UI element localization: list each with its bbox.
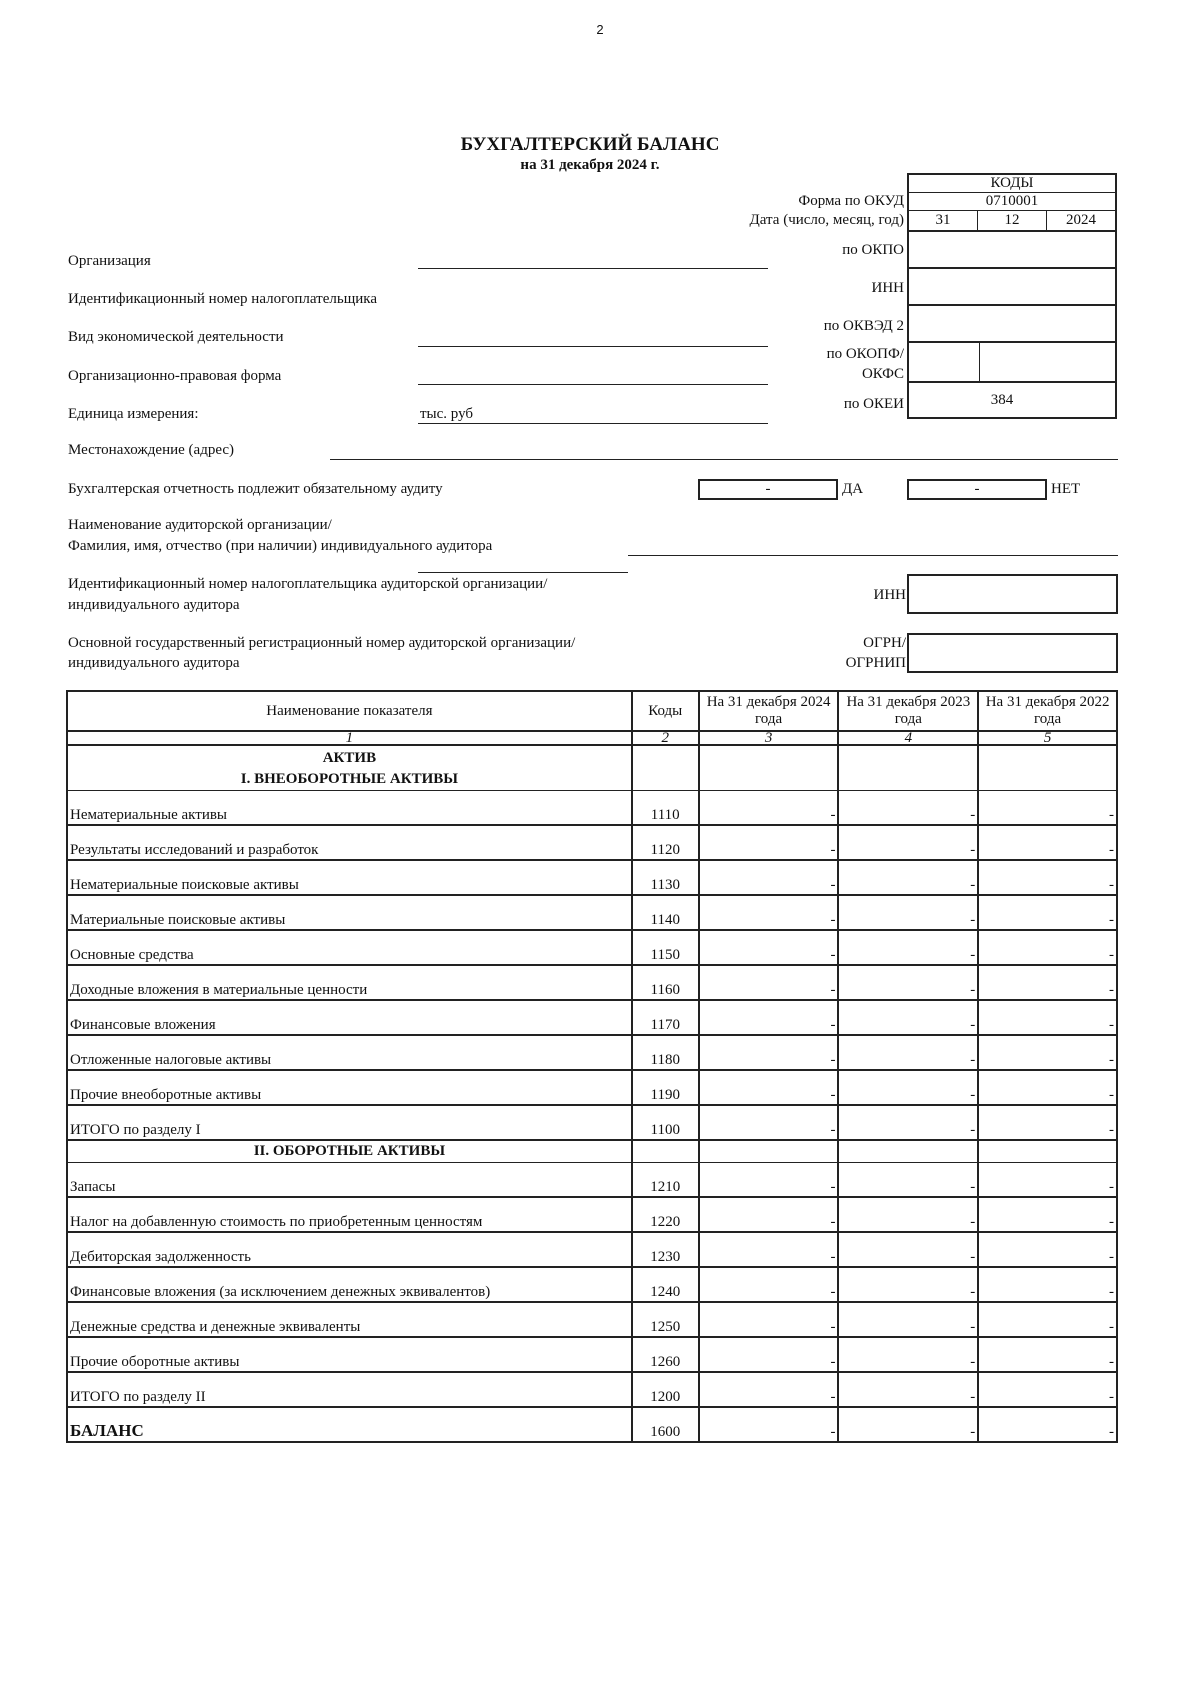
value-2022: -: [978, 1337, 1117, 1372]
row-name: Отложенные налоговые активы: [67, 1035, 632, 1070]
value-2023: -: [838, 1302, 978, 1337]
value-2022: -: [978, 1105, 1117, 1140]
table-row: [67, 1105, 1117, 1140]
row-code: 1220: [632, 1197, 699, 1232]
row-code: 1190: [632, 1070, 699, 1105]
value-2022: -: [978, 1232, 1117, 1267]
row-name: Денежные средства и денежные эквиваленты: [67, 1302, 632, 1337]
okud-label: Форма по ОКУД: [798, 193, 904, 209]
activity-line[interactable]: [418, 346, 768, 347]
table-row: [67, 965, 1117, 1000]
legal-form-line[interactable]: [418, 384, 768, 385]
section-heading: [67, 745, 632, 791]
okved-cell: [909, 306, 1115, 343]
table-row: [67, 1035, 1117, 1070]
legal-form-label: Организационно-правовая форма: [68, 368, 282, 384]
value-2023: -: [838, 1372, 978, 1407]
row-code: 1130: [632, 860, 699, 895]
okfs-label: ОКФС: [861, 366, 904, 382]
row-name: Запасы: [67, 1163, 632, 1198]
value-2024: -: [699, 1070, 839, 1105]
okud-code: 0710001: [909, 193, 1115, 211]
table-row: [67, 1232, 1117, 1267]
header-2022: На 31 декабря 2022 года: [978, 691, 1117, 731]
auditor-inn-code-label: ИНН: [873, 587, 906, 603]
inn-code-label: ИНН: [871, 280, 904, 296]
row-name: Материальные поисковые активы: [67, 895, 632, 930]
value-2024: -: [699, 1197, 839, 1232]
value-2022: -: [978, 1267, 1117, 1302]
auditor-ogrn-label-2: индивидуального аудитора: [68, 655, 240, 671]
row-name: Доходные вложения в материальные ценности: [67, 965, 632, 1000]
value-2024: -: [699, 1407, 839, 1442]
row-name: ИТОГО по разделу I: [67, 1105, 632, 1140]
section-1-title: I. ВНЕОБОРОТНЫЕ АКТИВЫ: [240, 771, 458, 787]
value-2024: -: [699, 791, 839, 826]
value-2022: -: [978, 1163, 1117, 1198]
audit-no-label: НЕТ: [1051, 481, 1081, 497]
table-row: [67, 825, 1117, 860]
row-code: 1600: [632, 1407, 699, 1442]
value-2023: -: [838, 1337, 978, 1372]
row-name: Нематериальные поисковые активы: [67, 860, 632, 895]
value-2022: -: [978, 860, 1117, 895]
value-2024: -: [699, 1105, 839, 1140]
row-code: 1260: [632, 1337, 699, 1372]
row-name: Налог на добавленную стоимость по приобретенным ценностям: [67, 1197, 632, 1232]
col-number-4: 4: [838, 731, 978, 745]
value-2022: -: [978, 1372, 1117, 1407]
row-code: 1150: [632, 930, 699, 965]
okved-label: по ОКВЭД 2: [823, 318, 904, 334]
value-2024: -: [699, 1337, 839, 1372]
row-code: 1160: [632, 965, 699, 1000]
value-2022: -: [978, 825, 1117, 860]
okei-code: 384: [990, 392, 1014, 408]
value-2023: -: [838, 1197, 978, 1232]
value-2022: -: [978, 1407, 1117, 1442]
value-2024: -: [699, 930, 839, 965]
row-code: 1140: [632, 895, 699, 930]
value-2023: -: [838, 895, 978, 930]
audit-label: Бухгалтерская отчетность подлежит обязательному аудиту: [68, 481, 443, 497]
table-row: [67, 791, 1117, 826]
row-code: 1200: [632, 1372, 699, 1407]
value-2024: -: [699, 860, 839, 895]
okpo-cell: [909, 232, 1115, 269]
unit-line: [418, 423, 768, 424]
row-name: Прочие внеоборотные активы: [67, 1070, 632, 1105]
value-2024: -: [699, 1267, 839, 1302]
okopf-cell: [909, 343, 1115, 383]
row-name: ИТОГО по разделу II: [67, 1372, 632, 1407]
row-name: Прочие оборотные активы: [67, 1337, 632, 1372]
row-name: Результаты исследований и разработок: [67, 825, 632, 860]
table-row: [67, 895, 1117, 930]
date-month: 12: [978, 211, 1047, 230]
value-2022: -: [978, 791, 1117, 826]
value-2022: -: [978, 1070, 1117, 1105]
value-2023: -: [838, 1035, 978, 1070]
value-2022: -: [978, 965, 1117, 1000]
value-2022: -: [978, 1197, 1117, 1232]
document-subtitle: на 31 декабря 2024 г.: [520, 157, 660, 173]
date-day: 31: [909, 211, 978, 230]
auditor-ogrn-label-1: Основной государственный регистрационный номер аудиторской организации/: [68, 635, 576, 651]
address-label: Местонахождение (адрес): [68, 442, 235, 458]
table-row: [67, 1267, 1117, 1302]
row-name: Дебиторская задолженность: [67, 1232, 632, 1267]
table-row: [67, 1197, 1117, 1232]
value-2023: -: [838, 791, 978, 826]
auditor-name-label-2: Фамилия, имя, отчество (при наличии) индивидуального аудитора: [68, 538, 493, 554]
row-name: Основные средства: [67, 930, 632, 965]
value-2024: -: [699, 965, 839, 1000]
col-number-5: 5: [978, 731, 1117, 745]
ogrn-label-2: ОГРНИП: [845, 655, 906, 671]
value-2024: -: [699, 1232, 839, 1267]
codes-header: КОДЫ: [909, 175, 1115, 193]
auditor-ogrn-box[interactable]: [907, 633, 1118, 673]
table-row: [67, 1163, 1117, 1198]
unit-value: тыс. руб: [420, 406, 474, 422]
row-name: Финансовые вложения: [67, 1000, 632, 1035]
okopf-label: по ОКОПФ/: [826, 346, 904, 362]
value-2022: -: [978, 895, 1117, 930]
ogrn-label-1: ОГРН/: [863, 635, 906, 651]
date-year: 2024: [1066, 212, 1096, 228]
balance-table: [66, 690, 1118, 1443]
auditor-inn-label-1: Идентификационный номер налогоплательщика аудиторской организации/: [68, 576, 548, 592]
value-2024: -: [699, 1163, 839, 1198]
col-number-2: 2: [632, 731, 699, 745]
row-code: 1230: [632, 1232, 699, 1267]
value-2023: -: [838, 1105, 978, 1140]
value-2023: -: [838, 860, 978, 895]
auditor-inn-label-2: индивидуального аудитора: [68, 597, 240, 613]
value-2024: -: [699, 825, 839, 860]
value-2022: -: [978, 1302, 1117, 1337]
date-cells: [909, 211, 1115, 232]
table-row: [67, 930, 1117, 965]
value-2024: -: [699, 1035, 839, 1070]
codes-table: [907, 173, 1117, 419]
table-row: [67, 1302, 1117, 1337]
address-line[interactable]: [330, 459, 1118, 460]
table-row: [67, 1000, 1117, 1035]
table-row: [67, 1337, 1117, 1372]
date-label: Дата (число, месяц, год): [749, 212, 904, 228]
org-line[interactable]: [418, 268, 768, 269]
value-2023: -: [838, 1163, 978, 1198]
table-row: [67, 1070, 1117, 1105]
row-name: Нематериальные активы: [67, 791, 632, 826]
value-2023: -: [838, 1000, 978, 1035]
row-code: 1180: [632, 1035, 699, 1070]
row-code: 1170: [632, 1000, 699, 1035]
table-row: [67, 1407, 1117, 1442]
header-2023: На 31 декабря 2023 года: [838, 691, 978, 731]
header-name: Наименование показателя: [67, 691, 632, 731]
value-2022: -: [978, 930, 1117, 965]
document-title: БУХГАЛТЕРСКИЙ БАЛАНС: [460, 134, 720, 155]
auditor-inn-line: [418, 572, 628, 573]
audit-yes-box[interactable]: -: [698, 479, 838, 500]
value-2023: -: [838, 1267, 978, 1302]
auditor-inn-box[interactable]: [907, 574, 1118, 614]
org-label: Организация: [68, 253, 151, 269]
value-2023: -: [838, 1232, 978, 1267]
row-code: 1210: [632, 1163, 699, 1198]
page-number: 2: [596, 22, 604, 37]
value-2023: -: [838, 1070, 978, 1105]
inn-cell: [909, 269, 1115, 306]
unit-label: Единица измерения:: [68, 406, 199, 422]
auditor-name-line[interactable]: [628, 555, 1118, 556]
audit-no-box[interactable]: -: [907, 479, 1047, 500]
table-row: [67, 860, 1117, 895]
value-2022: -: [978, 1000, 1117, 1035]
auditor-name-label-1: Наименование аудиторской организации/: [68, 517, 332, 533]
value-2022: -: [978, 1035, 1117, 1070]
row-code: 1100: [632, 1105, 699, 1140]
okei-label: по ОКЕИ: [843, 396, 904, 412]
value-2024: -: [699, 1372, 839, 1407]
section-2-title: II. ОБОРОТНЫЕ АКТИВЫ: [67, 1140, 632, 1163]
audit-yes-label: ДА: [842, 481, 864, 497]
value-2023: -: [838, 1407, 978, 1442]
inn-label: Идентификационный номер налогоплательщика: [68, 291, 378, 307]
value-2024: -: [699, 1302, 839, 1337]
row-name: БАЛАНС: [67, 1407, 632, 1442]
row-code: 1120: [632, 825, 699, 860]
col-number-1: 1: [67, 731, 632, 745]
value-2023: -: [838, 965, 978, 1000]
header-2024: На 31 декабря 2024 года: [699, 691, 839, 731]
table-row: [67, 1372, 1117, 1407]
activity-label: Вид экономической деятельности: [68, 329, 284, 345]
col-number-3: 3: [699, 731, 839, 745]
row-code: 1240: [632, 1267, 699, 1302]
section-active-title: АКТИВ: [322, 750, 377, 766]
value-2024: -: [699, 1000, 839, 1035]
value-2023: -: [838, 930, 978, 965]
value-2024: -: [699, 895, 839, 930]
value-2023: -: [838, 825, 978, 860]
row-code: 1110: [632, 791, 699, 826]
row-code: 1250: [632, 1302, 699, 1337]
row-name: Финансовые вложения (за исключением денежных эквивалентов): [67, 1267, 632, 1302]
header-code: Коды: [632, 691, 699, 731]
okpo-label: по ОКПО: [842, 242, 904, 258]
